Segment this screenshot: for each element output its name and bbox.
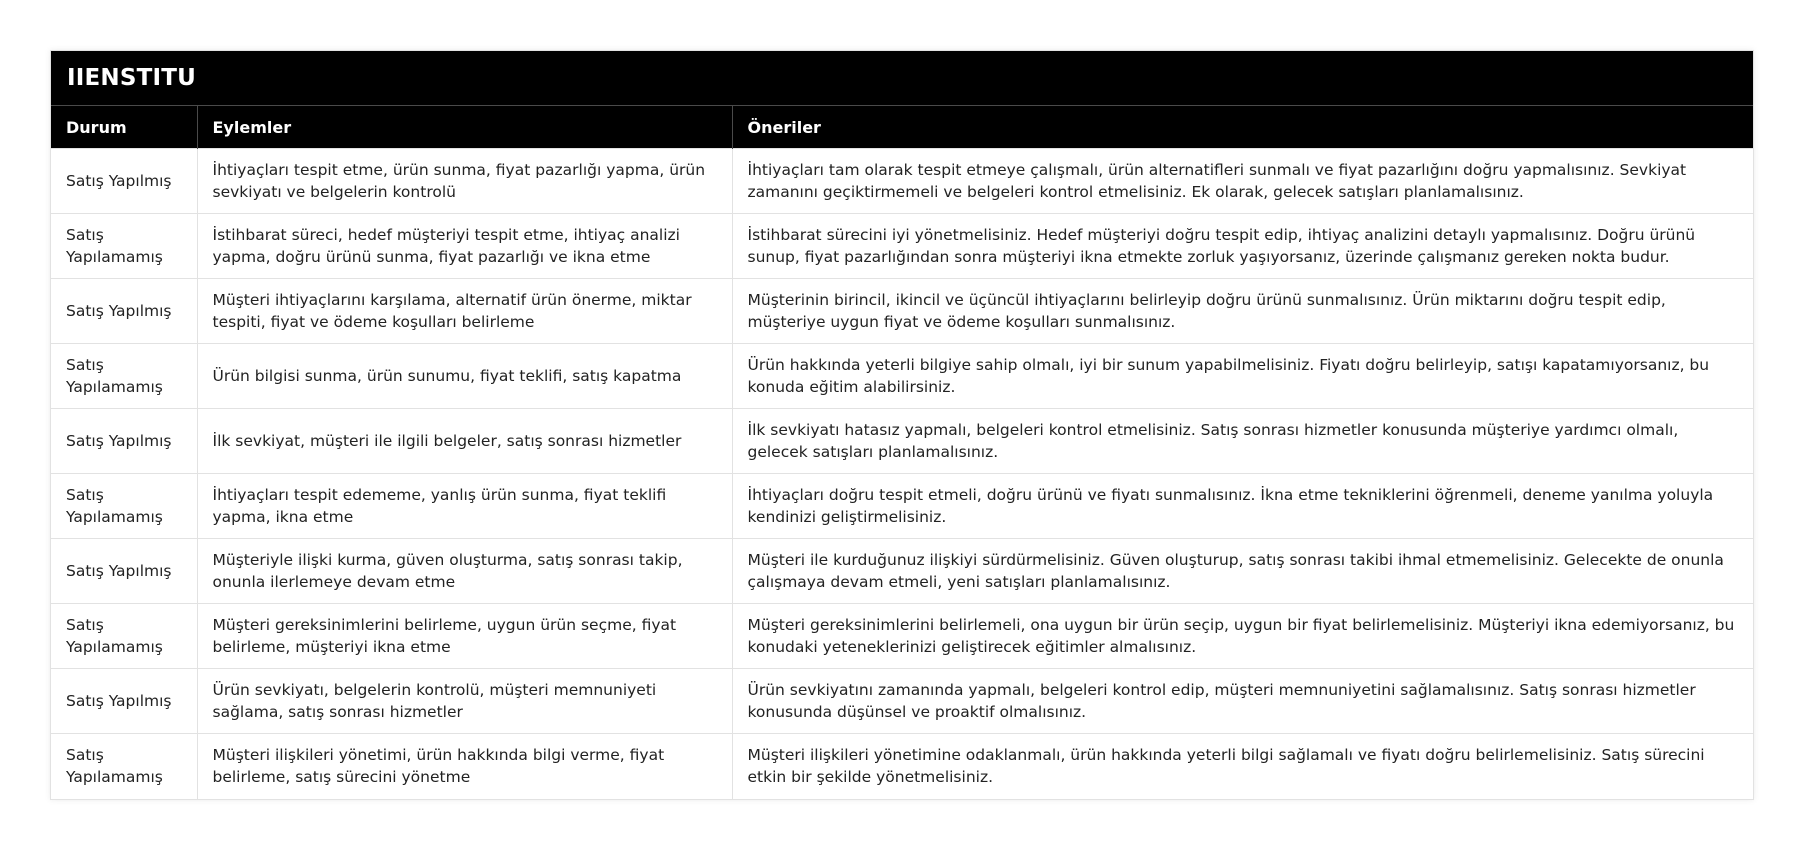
header-durum: Durum (51, 106, 197, 149)
sales-table (51, 105, 1753, 799)
cell-oneriler: İlk sevkiyatı hatasız yapmalı, belgeleri kontrol etmelisiniz. Satış sonrası hizmetler konusunda müşteriye yardımcı olmalı, gelecek satışları planlamalısınız. (732, 409, 1753, 474)
cell-durum: Satış Yapılmış (51, 149, 197, 214)
header-row (51, 106, 1753, 149)
cell-eylemler: Müşteri ilişkileri yönetimi, ürün hakkında bilgi verme, fiyat belirleme, satış sürecini yönetme (197, 734, 732, 799)
cell-durum: Satış Yapılmış (51, 279, 197, 344)
cell-eylemler: İstihbarat süreci, hedef müşteriyi tespit etme, ihtiyaç analizi yapma, doğru ürünü sunma, fiyat pazarlığı ve ikna etme (197, 214, 732, 279)
cell-oneriler: İhtiyaçları doğru tespit etmeli, doğru ürünü ve fiyatı sunmalısınız. İkna etme tekniklerini öğrenmeli, deneme yanılma yoluyla kendinizi geliştirmelisiniz. (732, 474, 1753, 539)
cell-oneriler: Müşteri gereksinimlerini belirlemeli, ona uygun bir ürün seçip, uygun bir fiyat belirlemelisiniz. Müşteriyi ikna edemiyorsanız, bu konudaki yeteneklerinizi geliştirecek eğitimler almalısınız. (732, 604, 1753, 669)
cell-eylemler: Ürün sevkiyatı, belgelerin kontrolü, müşteri memnuniyeti sağlama, satış sonrası hizmetler (197, 669, 732, 734)
cell-eylemler: İhtiyaçları tespit edememe, yanlış ürün sunma, fiyat teklifi yapma, ikna etme (197, 474, 732, 539)
cell-oneriler: Müşteri ilişkileri yönetimine odaklanmalı, ürün hakkında yeterli bilgi sağlamalı ve fiyatı doğru belirlemelisiniz. Satış sürecini etkin bir şekilde yönetmelisiniz. (732, 734, 1753, 799)
cell-eylemler: İlk sevkiyat, müşteri ile ilgili belgeler, satış sonrası hizmetler (197, 409, 732, 474)
cell-durum: Satış Yapılmış (51, 409, 197, 474)
header-eylemler: Eylemler (197, 106, 732, 149)
header-oneriler: Öneriler (732, 106, 1753, 149)
cell-oneriler: Müşteri ile kurduğunuz ilişkiyi sürdürmelisiniz. Güven oluşturup, satış sonrası takibi ihmal etmemelisiniz. Gelecekte de onunla çalışmaya devam etmeli, yeni satışları planlamalısınız. (732, 539, 1753, 604)
table-row (51, 474, 1753, 539)
cell-eylemler: Ürün bilgisi sunma, ürün sunumu, fiyat teklifi, satış kapatma (197, 344, 732, 409)
table-container (50, 50, 1754, 800)
cell-eylemler: Müşteri ihtiyaçlarını karşılama, alternatif ürün önerme, miktar tespiti, fiyat ve ödeme koşulları belirleme (197, 279, 732, 344)
cell-eylemler: İhtiyaçları tespit etme, ürün sunma, fiyat pazarlığı yapma, ürün sevkiyatı ve belgelerin kontrolü (197, 149, 732, 214)
cell-durum: Satış Yapılmış (51, 669, 197, 734)
cell-oneriler: Müşterinin birincil, ikincil ve üçüncül ihtiyaçlarını belirleyip doğru ürünü sunmalısınız. Ürün miktarını doğru tespit edip, müşteriye uygun fiyat ve ödeme koşulları sunmalısınız. (732, 279, 1753, 344)
table-row (51, 409, 1753, 474)
table-row (51, 669, 1753, 734)
cell-durum: Satış Yapılamamış (51, 344, 197, 409)
cell-oneriler: Ürün sevkiyatını zamanında yapmalı, belgeleri kontrol edip, müşteri memnuniyetini sağlamalısınız. Satış sonrası hizmetler konusunda düşünsel ve proaktif olmalısınız. (732, 669, 1753, 734)
cell-oneriler: İstihbarat sürecini iyi yönetmelisiniz. Hedef müşteriyi doğru tespit edip, ihtiyaç analizini detaylı yapmalısınız. Doğru ürünü sunup, fiyat pazarlığından sonra müşteriyi ikna etmekte zorluk yaşıyorsanız, üzerinde çalışmanız gereken nokta budur. (732, 214, 1753, 279)
table-row (51, 734, 1753, 799)
table-row (51, 539, 1753, 604)
table-row (51, 279, 1753, 344)
cell-eylemler: Müşteriyle ilişki kurma, güven oluşturma, satış sonrası takip, onunla ilerlemeye devam etme (197, 539, 732, 604)
table-row (51, 344, 1753, 409)
table-body (51, 149, 1753, 799)
cell-durum: Satış Yapılamamış (51, 214, 197, 279)
cell-eylemler: Müşteri gereksinimlerini belirleme, uygun ürün seçme, fiyat belirleme, müşteriyi ikna etme (197, 604, 732, 669)
cell-durum: Satış Yapılmış (51, 539, 197, 604)
cell-durum: Satış Yapılamamış (51, 734, 197, 799)
table-row (51, 604, 1753, 669)
cell-oneriler: Ürün hakkında yeterli bilgiye sahip olmalı, iyi bir sunum yapabilmelisiniz. Fiyatı doğru belirleyip, satışı kapatamıyorsanız, bu konuda eğitim alabilirsiniz. (732, 344, 1753, 409)
cell-oneriler: İhtiyaçları tam olarak tespit etmeye çalışmalı, ürün alternatifleri sunmalı ve fiyat pazarlığını doğru yapmalısınız. Sevkiyat zamanını geçiktirmemeli ve belgeleri kontrol etmelisiniz. Ek olarak, gelecek satışları planlamalısınız. (732, 149, 1753, 214)
cell-durum: Satış Yapılamamış (51, 474, 197, 539)
brand-title: IIENSTITU (51, 51, 1753, 105)
cell-durum: Satış Yapılamamış (51, 604, 197, 669)
table-header (51, 106, 1753, 149)
table-row (51, 149, 1753, 214)
table-row (51, 214, 1753, 279)
